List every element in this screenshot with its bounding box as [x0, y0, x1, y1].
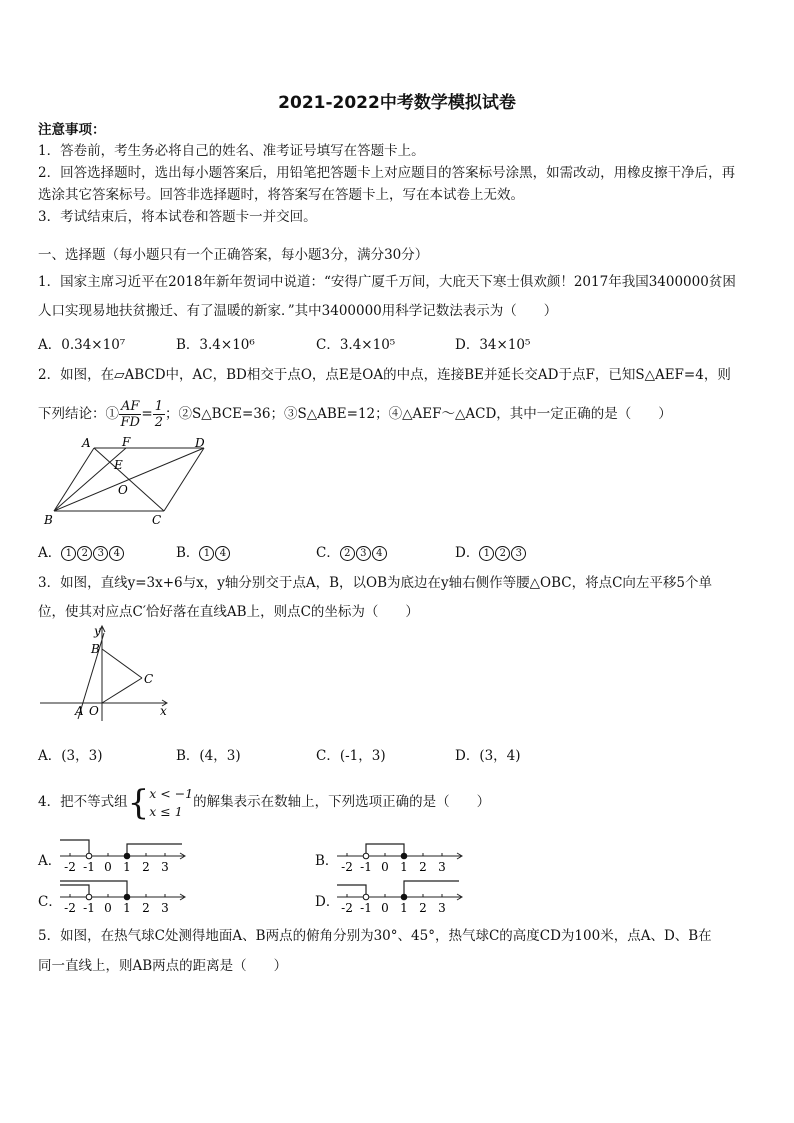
solution-segment: [366, 844, 404, 853]
q3-coordinate-figure: [38, 623, 178, 723]
axis-tick-label: -1: [360, 901, 372, 915]
q3-option-d[interactable]: D．(3，4): [455, 748, 521, 764]
q1-option-c[interactable]: C．3.4×10⁵: [316, 337, 396, 353]
q2-option-a[interactable]: [38, 541, 125, 561]
diagonal-bd: [54, 448, 204, 511]
label-a: A: [82, 436, 91, 450]
label-y: y: [94, 624, 101, 638]
q4-option-a-label[interactable]: A．: [38, 853, 62, 869]
open-point: [86, 894, 92, 900]
one-half-fraction: [153, 399, 165, 430]
q4-option-d-numberline[interactable]: [335, 875, 467, 915]
axis-tick-label: -2: [64, 901, 76, 915]
q4-option-a-numberline[interactable]: [58, 834, 190, 874]
q2-line-2: [38, 399, 760, 430]
solution-ray-left: [60, 840, 89, 853]
notice-item-2: 2．回答选择题时，选出每小题答案后，用铅笔把答题卡上对应题目的答案标号涂黑，如需改动，用橡皮擦干净后，再: [38, 165, 736, 181]
label-f: F: [122, 436, 131, 449]
circled-4: 4: [109, 546, 124, 561]
label-e: E: [114, 458, 123, 472]
closed-point: [401, 853, 407, 859]
axis-tick-label: 0: [381, 860, 389, 874]
q5-line-2: 同一直线上，则AB两点的距离是（ ）: [38, 958, 288, 974]
side-ab: [54, 448, 94, 511]
q2-option-c-letter: C．: [316, 545, 340, 561]
axis-tick-label: 2: [142, 860, 150, 874]
q2-option-c[interactable]: [316, 541, 388, 561]
open-point: [363, 894, 369, 900]
closed-point: [401, 894, 407, 900]
circled-2: 2: [340, 546, 355, 561]
q2-option-b[interactable]: [176, 541, 231, 561]
af-fd-fraction: [119, 399, 141, 430]
inequality-1: x < −1: [149, 785, 194, 801]
q4-option-c-numberline[interactable]: [58, 875, 190, 915]
q4-option-b-numberline[interactable]: [335, 834, 467, 874]
circled-2: 2: [495, 546, 510, 561]
circled-4: 4: [215, 546, 230, 561]
label-o: O: [89, 704, 99, 718]
closed-point: [124, 853, 130, 859]
q2-line-2-suffix: ；②S△BCE=36；③S△ABE=12；④△AEF～△ACD，其中一定正确的是（ ）: [165, 406, 672, 422]
fraction-equals: =: [141, 406, 153, 422]
notice-item-2-cont: 选涂其它答案标号。回答非选择题时，将答案写在答题卡上，写在本试卷上无效。: [38, 187, 524, 203]
label-x: x: [160, 704, 167, 718]
label-c: C: [152, 513, 162, 527]
side-cd: [164, 448, 204, 511]
circled-1: 1: [479, 546, 494, 561]
q4-line: [38, 780, 760, 824]
circled-3: 3: [511, 546, 526, 561]
axis-tick-label: 2: [419, 860, 427, 874]
open-point: [86, 853, 92, 859]
label-o: O: [118, 483, 128, 497]
solution-ray-right: [127, 844, 182, 853]
q3-line-2: 位，使其对应点C′恰好落在直线AB上，则点C的坐标为（ ）: [38, 604, 419, 620]
label-d: D: [195, 436, 205, 450]
q3-option-c[interactable]: C．(-1，3): [316, 748, 386, 764]
label-c: C: [144, 672, 154, 686]
segment-bc: [102, 649, 142, 678]
q2-option-b-letter: B．: [176, 545, 200, 561]
axis-tick-label: 2: [142, 901, 150, 915]
axis-tick-label: 3: [161, 901, 169, 915]
axis-tick-label: 0: [104, 860, 112, 874]
half-numerator: 1: [154, 399, 164, 414]
axis-tick-label: -1: [360, 860, 372, 874]
q4-suffix: 的解集表示在数轴上，下列选项正确的是（ ）: [193, 794, 491, 810]
circled-2: 2: [77, 546, 92, 561]
q2-option-a-letter: A．: [38, 545, 62, 561]
axis-tick-label: 1: [123, 860, 131, 874]
q4-option-c-label[interactable]: C．: [38, 894, 62, 910]
section-heading: 一、选择题（每小题只有一个正确答案，每小题3分，满分30分）: [38, 247, 429, 263]
q1-line-1: 1．国家主席习近平在2018年新年贺词中说道：“安得广厦千万间，大庇天下寒士俱欢颜！2017年我国3400000贫困: [38, 274, 736, 290]
axis-tick-label: -2: [341, 860, 353, 874]
half-denominator: 2: [154, 415, 164, 430]
axis-tick-label: 0: [381, 901, 389, 915]
circled-3: 3: [93, 546, 108, 561]
axis-tick-label: 1: [400, 860, 408, 874]
axis-tick-label: -2: [341, 901, 353, 915]
label-a: A: [75, 704, 84, 718]
label-b: B: [91, 642, 100, 656]
axis-tick-label: 1: [400, 901, 408, 915]
axis-tick-label: -2: [64, 860, 76, 874]
q1-option-a[interactable]: A．0.34×10⁷: [38, 337, 126, 353]
fraction-numerator: AF: [121, 399, 140, 414]
axis-tick-label: 3: [161, 860, 169, 874]
q3-option-b[interactable]: B．(4，3): [176, 748, 241, 764]
solution-ray-left: [60, 885, 89, 894]
notice-heading: 注意事项：: [38, 122, 106, 138]
solution-ray-left: [60, 881, 127, 894]
fraction-denominator: FD: [120, 415, 140, 430]
inequality-system: [149, 785, 193, 821]
q1-option-b[interactable]: B．3.4×10⁶: [176, 337, 255, 353]
inequality-2: x ≤ 1: [149, 803, 183, 819]
axis-tick-label: -1: [83, 901, 95, 915]
q3-option-a[interactable]: A．(3，3): [38, 748, 103, 764]
q1-line-2: 人口实现易地扶贫搬迁、有了温暖的新家．”其中3400000用科学记数法表示为（ ）: [38, 303, 558, 319]
circled-4: 4: [372, 546, 387, 561]
q3-line-1: 3．如图，直线y=3x+6与x，y轴分别交于点A，B，以OB为底边在y轴右侧作等腰△OBC，将点C向左平移5个单: [38, 575, 713, 591]
axis-tick-label: 3: [438, 901, 446, 915]
q5-line-1: 5．如图，在热气球C处测得地面A、B两点的俯角分别为30°、45°，热气球C的高度CD为100米，点A、D、B在: [38, 928, 712, 944]
notice-item-1: 1．答卷前，考生务必将自己的姓名、准考证号填写在答题卡上。: [38, 143, 425, 159]
circled-1: 1: [199, 546, 214, 561]
axis-tick-label: -1: [83, 860, 95, 874]
axis-tick-label: 0: [104, 901, 112, 915]
q2-parallelogram-figure: [38, 436, 218, 528]
axis-tick-label: 2: [419, 901, 427, 915]
axis-tick-label: 1: [123, 901, 131, 915]
q2-option-d[interactable]: [455, 541, 527, 561]
q4-option-b-label[interactable]: B．: [315, 853, 339, 869]
solution-ray-right: [404, 881, 459, 894]
q4-option-d-label[interactable]: D．: [315, 894, 340, 910]
notice-item-3: 3．考试结束后，将本试卷和答题卡一并交回。: [38, 209, 317, 225]
closed-point: [124, 894, 130, 900]
open-point: [363, 853, 369, 859]
exam-title: 2021-2022中考数学模拟试卷: [278, 93, 516, 113]
axis-tick-label: 3: [438, 860, 446, 874]
circled-1: 1: [61, 546, 76, 561]
q1-option-d[interactable]: D．34×10⁵: [455, 337, 531, 353]
circled-3: 3: [356, 546, 371, 561]
solution-ray-left: [337, 885, 366, 894]
q4-prefix: 4．把不等式组: [38, 794, 128, 810]
q2-line-1: 2．如图，在▱ABCD中，AC，BD相交于点O，点E是OA的中点，连接BE并延长交AD于点F，已知S△AEF=4，则: [38, 367, 731, 383]
q2-line-2-prefix: 下列结论：①: [38, 406, 119, 422]
segment-oc: [102, 678, 142, 703]
system-brace: {: [127, 782, 150, 823]
q2-option-d-letter: D．: [455, 545, 480, 561]
label-b: B: [44, 513, 53, 527]
